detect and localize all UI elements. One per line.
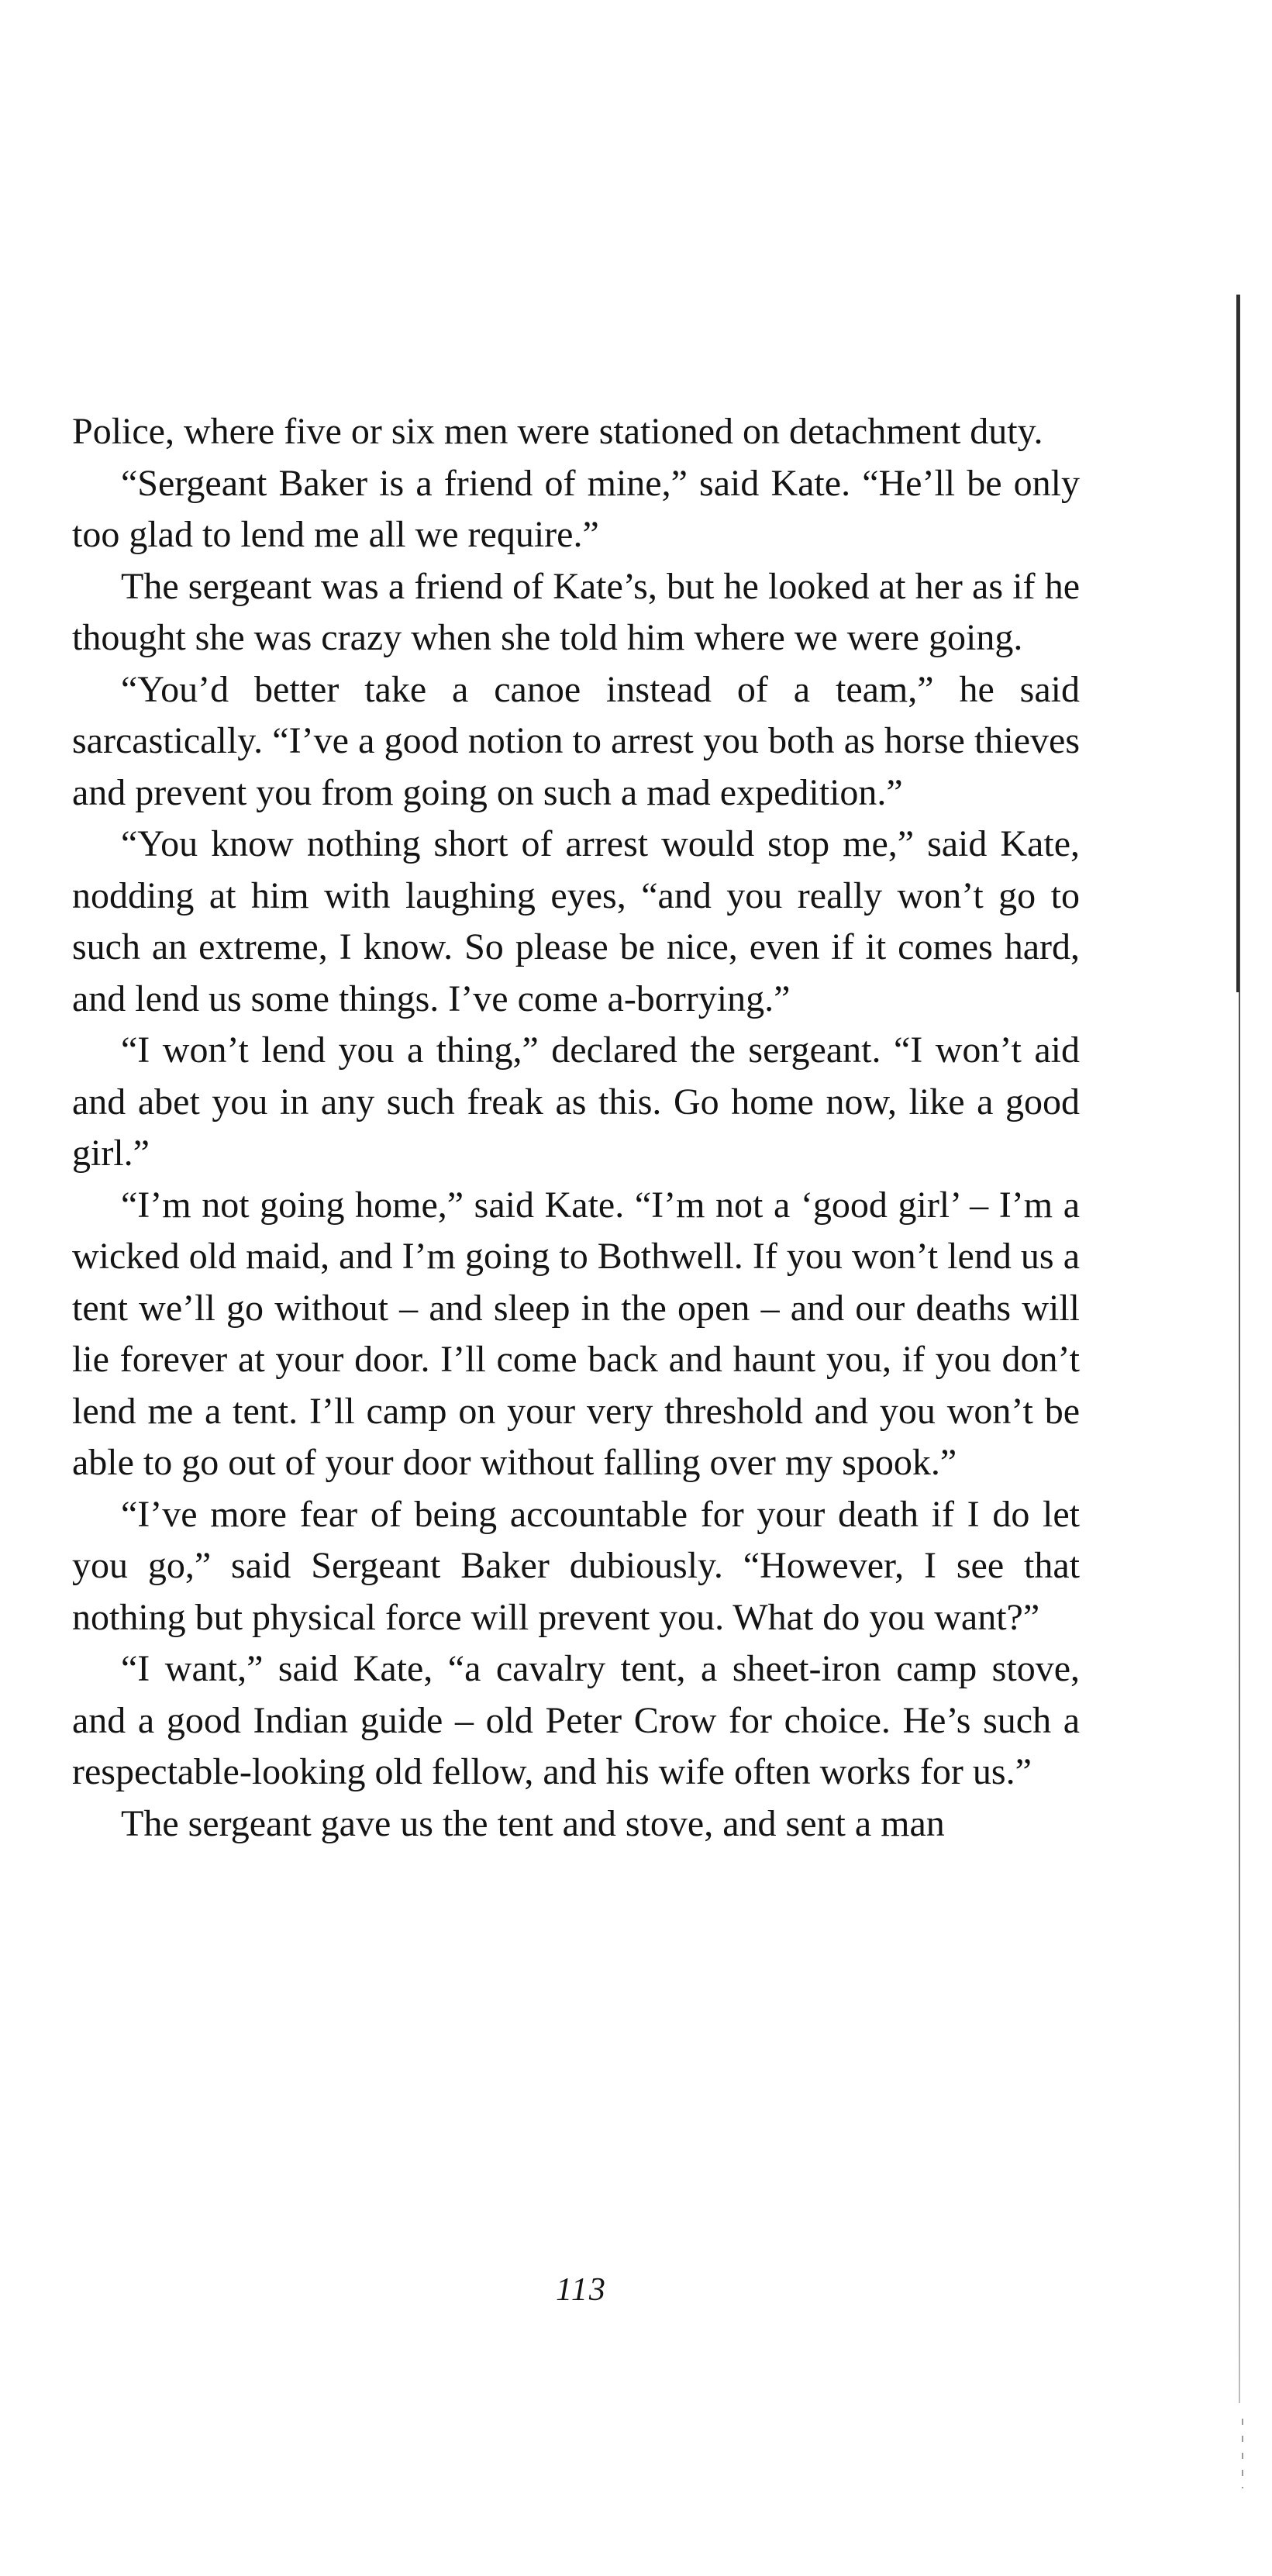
- page-edge-shadow: [1236, 295, 1239, 992]
- paragraph-6: “I won’t lend you a thing,” declared the sergeant. “I won’t aid and abet you in any such freak as this. Go home now, like a good girl.”: [72, 1029, 1080, 1174]
- paragraph-4: “You’d better take a canoe instead of a team,” he said sarcastically. “I’ve a good notion to arrest you both as horse thieves and prevent you from going on such a mad expedition.”: [72, 668, 1080, 813]
- paragraph-3: The sergeant was a friend of Kate’s, but he looked at her as if he thought she was crazy when she told him where we were going.: [72, 565, 1080, 658]
- paragraph-5: “You know nothing short of arrest would stop me,” said Kate, nodding at him with laughing eyes, “and you really won’t go to such an extreme, I know. So please be nice, even if it comes hard, and lend us some things. I’ve come a-borrying.”: [72, 823, 1080, 1019]
- page-edge-ticks: [1242, 2419, 1243, 2488]
- page-number: 113: [556, 2272, 607, 2308]
- paragraph-1: Police, where five or six men were stationed on detachment duty.: [72, 411, 1043, 452]
- paragraph-8: “I’ve more fear of being accountable for your death if I do let you go,” said Sergeant Baker dubiously. “However, I see that nothing but physical force will prevent you. What do you want?”: [72, 1493, 1080, 1638]
- body-text: [72, 406, 1080, 1850]
- paragraph-9: “I want,” said Kate, “a cavalry tent, a sheet-iron camp stove, and a good Indian guide – old Peter Crow for choice. He’s such a respectable-looking old fellow, and his wife often works for us.”: [72, 1648, 1080, 1792]
- paragraph-2: “Sergeant Baker is a friend of mine,” said Kate. “He’ll be only too glad to lend me all we require.”: [72, 462, 1080, 555]
- paragraph-7: “I’m not going home,” said Kate. “I’m not a ‘good girl’ – I’m a wicked old maid, and I’m going to Bothwell. If you won’t lend us a tent we’ll go without – and sleep in the open – and our deaths will lie forever at your door. I’ll come back and haunt you, if you don’t lend me a tent. I’ll camp on your very threshold and you won’t be able to go out of your door without falling over my spook.”: [72, 1184, 1080, 1483]
- paragraph-10: The sergeant gave us the tent and stove, and sent a man: [121, 1802, 945, 1844]
